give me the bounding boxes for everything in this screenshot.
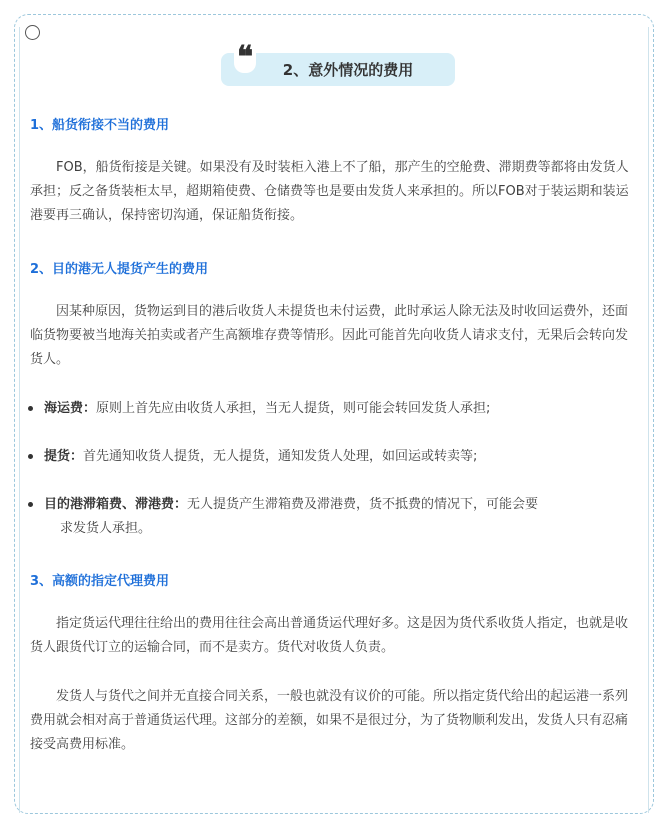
list-item-term: 目的港滞箱费、滞港费： xyxy=(44,497,188,512)
heading-2: 2、目的港无人提货产生的费用 xyxy=(30,262,209,277)
heading-1: 1、船货衔接不当的费用 xyxy=(30,118,170,133)
list-item xyxy=(44,493,634,541)
paragraph-2: 因某种原因，货物运到目的港后收货人未提货也未付运费，此时承运人除无法及时收回运费外，还面临货物要被当地海关拍卖或者产生高额堆存费等情形。因此可能首先向收货人请求支付，无果后会转向发货人。 xyxy=(30,304,629,367)
paragraph-4: 发货人与货代之间并无直接合同关系，一般也就没有议价的可能。所以指定货代给出的起运港一系列费用就会相对高于普通货运代理。这部分的差额，如果不是很过分，为了货物顺利发出，发货人只有忍痛接受高费用标准。 xyxy=(30,689,629,752)
list-item-term: 海运费： xyxy=(44,401,97,416)
list-item-text: 原则上首先应由收货人承担，当无人提货，则可能会转回发货人承担; xyxy=(96,401,491,416)
list-item-continuation: 求发货人承担。 xyxy=(60,521,152,536)
circle-icon xyxy=(25,25,40,40)
bullet-icon xyxy=(28,502,33,507)
paragraph-1: FOB，船货衔接是关键。如果没有及时装柜入港上不了船，那产生的空舱费、滞期费等都将由发货人承担；反之备货装柜太早，超期箱使费、仓储费等也是要由发货人来承担的。所以FOB对于装运期和装运港要再三确认，保持密切沟通，保证船货衔接。 xyxy=(30,160,629,223)
paragraph-3: 指定货运代理往往给出的费用往往会高出普通货运代理好多。这是因为货代系收货人指定，也就是收货人跟货代订立的运输合同，而不是卖方。货代对收货人负责。 xyxy=(30,616,629,655)
bullet-icon xyxy=(28,406,33,411)
quote-icon: ❝ xyxy=(234,43,256,73)
list-item xyxy=(44,445,634,469)
list-item-term: 提货： xyxy=(44,449,84,464)
list-item-text: 首先通知收货人提货，无人提货，通知发货人处理，如回运或转卖等; xyxy=(83,449,478,464)
section-title-banner xyxy=(221,40,455,86)
list-item-text: 无人提货产生滞箱费及滞港费，货不抵费的情况下，可能会要 xyxy=(187,497,539,512)
section-title: 2、意外情况的费用 xyxy=(282,61,414,79)
card-border-right xyxy=(648,27,649,813)
bullet-icon xyxy=(28,454,33,459)
heading-3: 3、高额的指定代理费用 xyxy=(30,574,170,589)
list-item xyxy=(44,397,634,421)
card-border-left xyxy=(19,27,20,813)
